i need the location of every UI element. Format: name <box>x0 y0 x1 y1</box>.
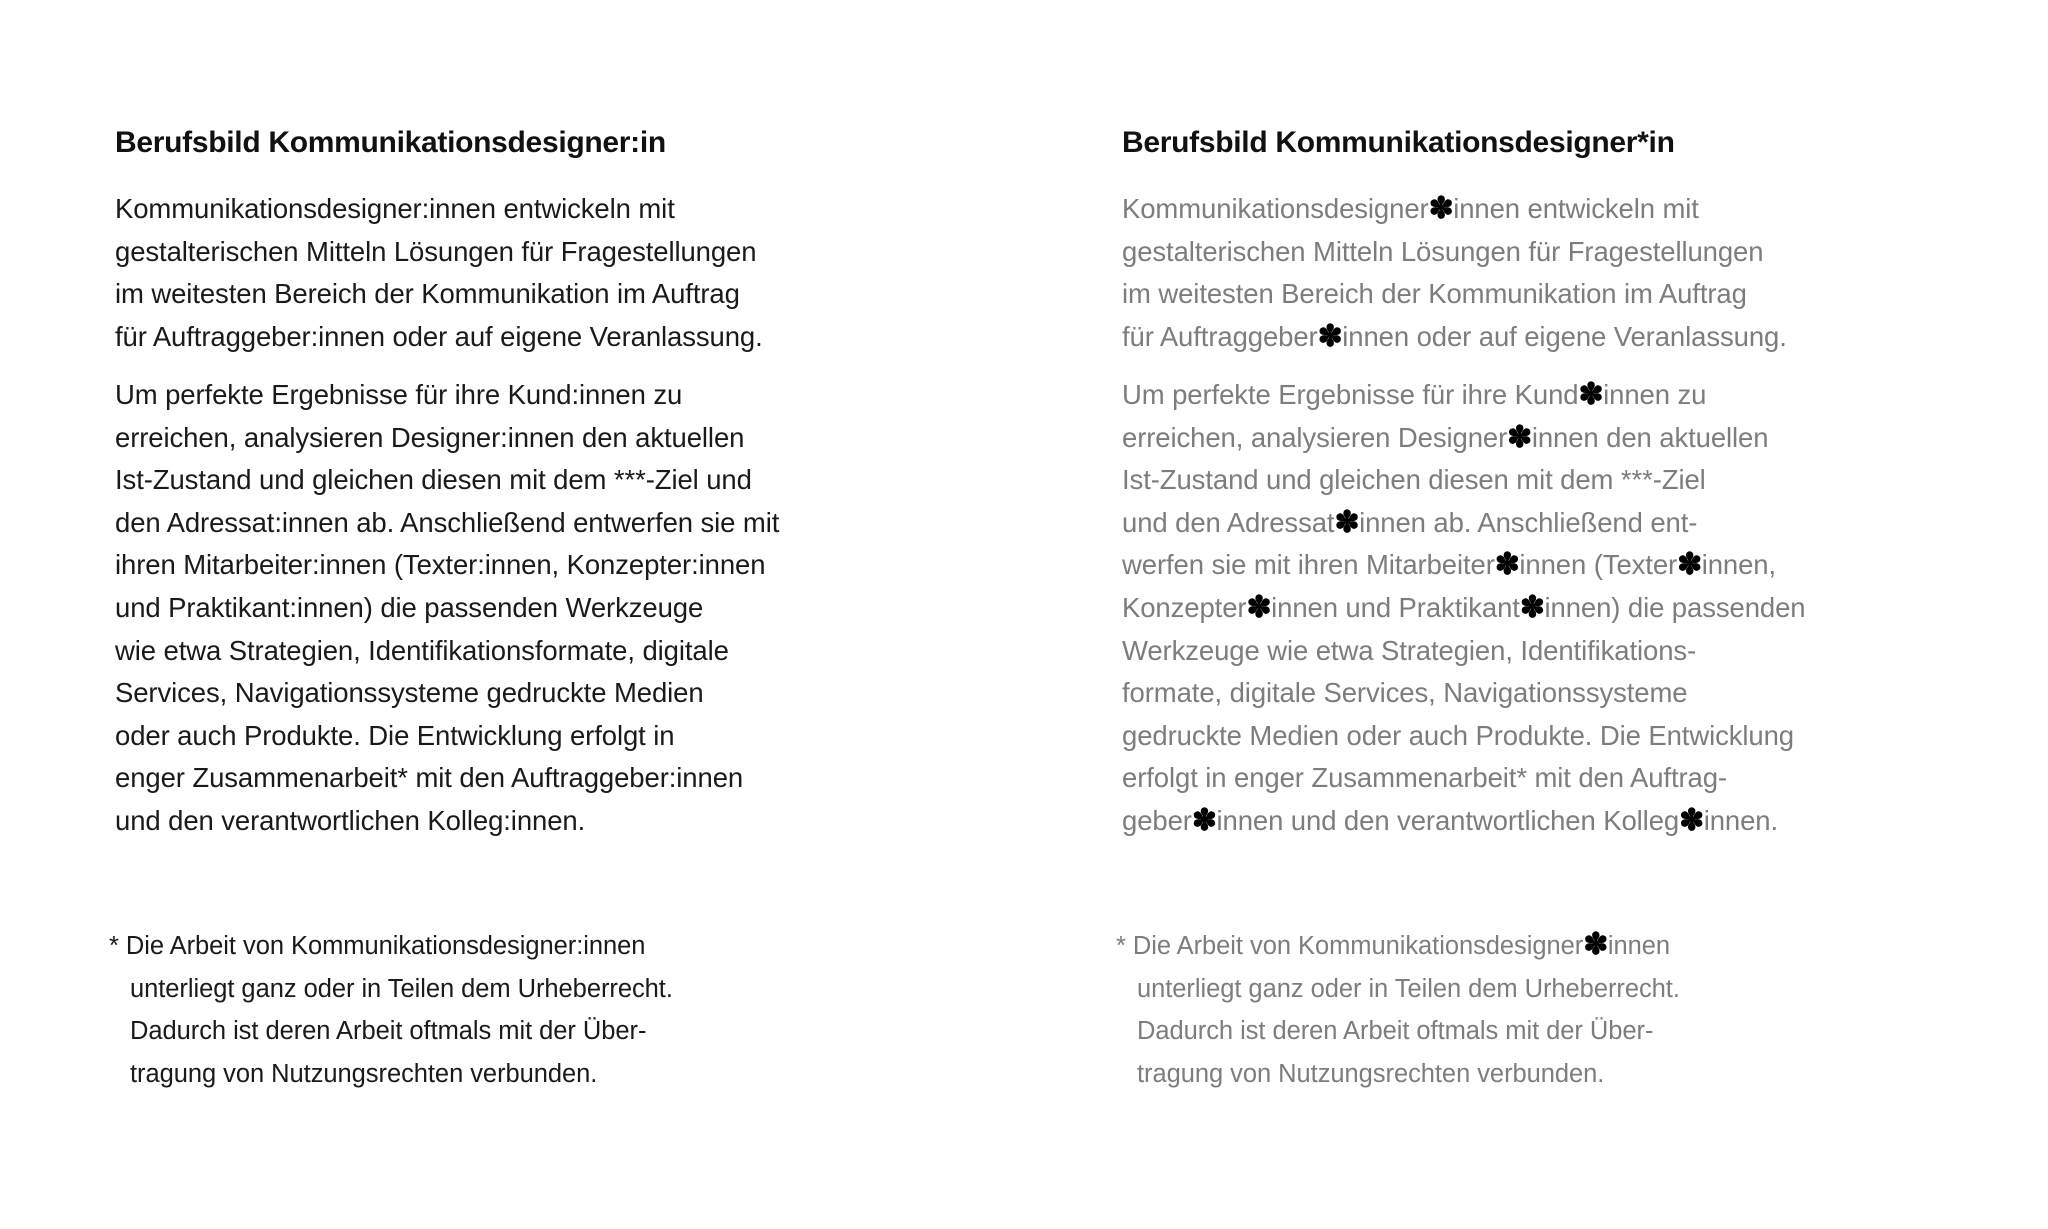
text-line: im weitesten Bereich der Kommunikation im Auftrag <box>1122 278 1747 310</box>
gender-star-glyph: ✽ <box>1334 505 1360 539</box>
text-line: und den verantwortlichen Kolleg:innen. <box>115 804 586 836</box>
footnote-line: * Die Arbeit von Kommunikationsdesigner:innen <box>109 932 646 960</box>
text-line: erfolgt in enger Zusammenarbeit* mit den Auftrag- <box>1122 762 1727 794</box>
page-title-colon-variant: Berufsbild Kommunikationsdesigner:in <box>115 126 666 159</box>
gender-star-glyph: ✽ <box>1679 803 1704 837</box>
footnote-line: unterliegt ganz oder in Teilen dem Urheberrecht. <box>1137 974 1680 1003</box>
footnote-line: * Die Arbeit von Kommunikationsdesigner✽innen <box>1116 928 1671 961</box>
text-line: oder auch Produkte. Die Entwicklung erfolgt in <box>115 719 675 751</box>
text-line: den Adressat:innen ab. Anschließend entwerfen sie mit <box>115 506 780 538</box>
text-line: für Auftraggeber✽innen oder auf eigene Veranlassung. <box>1122 319 1787 353</box>
column-colon-variant <box>109 0 915 1229</box>
footnote-line: tragung von Nutzungsrechten verbunden. <box>130 1059 598 1088</box>
footnote-asterisk <box>1116 925 1936 1095</box>
paragraph-intro-colon <box>115 188 935 358</box>
text-line: formate, digitale Services, Navigationssysteme <box>1122 677 1688 709</box>
page-title-asterisk-variant: Berufsbild Kommunikationsdesigner*in <box>1122 126 1675 159</box>
gender-star-glyph: ✽ <box>1317 319 1343 353</box>
text-line: Werkzeuge wie etwa Strategien, Identifikations- <box>1122 634 1697 666</box>
text-line: enger Zusammenarbeit* mit den Auftraggeber:innen <box>115 762 744 794</box>
paragraph-process-colon <box>115 374 935 843</box>
gender-star-glyph: ✽ <box>1428 192 1454 225</box>
gender-star-glyph: ✽ <box>1519 590 1545 624</box>
text-line: werfen sie mit ihren Mitarbeiter✽innen (Texter✽innen, <box>1122 548 1777 582</box>
text-line: und Praktikant:innen) die passenden Werkzeuge <box>115 591 704 623</box>
text-line: Ist-Zustand und gleichen diesen mit dem ***-Ziel <box>1122 464 1706 496</box>
gender-star-glyph: ✽ <box>1677 548 1702 582</box>
gender-star-glyph: ✽ <box>1494 548 1520 582</box>
text-line: und den Adressat✽innen ab. Anschließend ent- <box>1122 505 1698 539</box>
text-line: gestalterischen Mitteln Lösungen für Fragestellungen <box>115 235 757 267</box>
text-line: Um perfekte Ergebnisse für ihre Kund✽innen zu <box>1122 378 1707 411</box>
text-line: gedruckte Medien oder auch Produkte. Die Entwicklung <box>1122 719 1794 751</box>
text-line: Services, Navigationssysteme gedruckte Medien <box>115 677 704 709</box>
text-line: Konzepter✽innen und Praktikant✽innen) die passenden <box>1122 590 1806 624</box>
text-line: Kommunikationsdesigner✽innen entwickeln mit <box>1122 192 1699 225</box>
text-line: im weitesten Bereich der Kommunikation im Auftrag <box>115 278 740 310</box>
paragraph-intro-asterisk <box>1122 188 1942 358</box>
text-line: Ist-Zustand und gleichen diesen mit dem ***-Ziel und <box>115 464 752 496</box>
gender-star-glyph: ✽ <box>1246 590 1272 624</box>
paragraph-process-asterisk <box>1122 374 1942 843</box>
footnote-colon <box>109 925 929 1095</box>
column-asterisk-variant <box>1116 0 1922 1229</box>
text-line: für Auftraggeber:innen oder auf eigene Veranlassung. <box>115 320 763 352</box>
footnote-line: unterliegt ganz oder in Teilen dem Urheberrecht. <box>130 974 673 1003</box>
gender-star-glyph: ✽ <box>1507 420 1532 454</box>
text-line: ihren Mitarbeiter:innen (Texter:innen, Konzepter:innen <box>115 549 766 581</box>
text-line: erreichen, analysieren Designer:innen den aktuellen <box>115 421 745 453</box>
text-line: gestalterischen Mitteln Lösungen für Fragestellungen <box>1122 235 1764 267</box>
text-line: Kommunikationsdesigner:innen entwickeln mit <box>115 193 675 224</box>
gender-star-glyph: ✽ <box>1578 378 1604 411</box>
footnote-line: tragung von Nutzungsrechten verbunden. <box>1137 1059 1605 1088</box>
text-line: geber✽innen und den verantwortlichen Kolleg✽innen. <box>1122 803 1779 837</box>
text-line: wie etwa Strategien, Identifikationsformate, digitale <box>115 634 729 666</box>
gender-star-glyph: ✽ <box>1583 928 1608 961</box>
text-line: Um perfekte Ergebnisse für ihre Kund:innen zu <box>115 379 683 410</box>
text-line: erreichen, analysieren Designer✽innen den aktuellen <box>1122 420 1769 454</box>
gender-star-glyph: ✽ <box>1191 803 1217 837</box>
footnote-line: Dadurch ist deren Arbeit oftmals mit der Über- <box>1137 1017 1654 1045</box>
footnote-line: Dadurch ist deren Arbeit oftmals mit der Über- <box>130 1017 647 1045</box>
